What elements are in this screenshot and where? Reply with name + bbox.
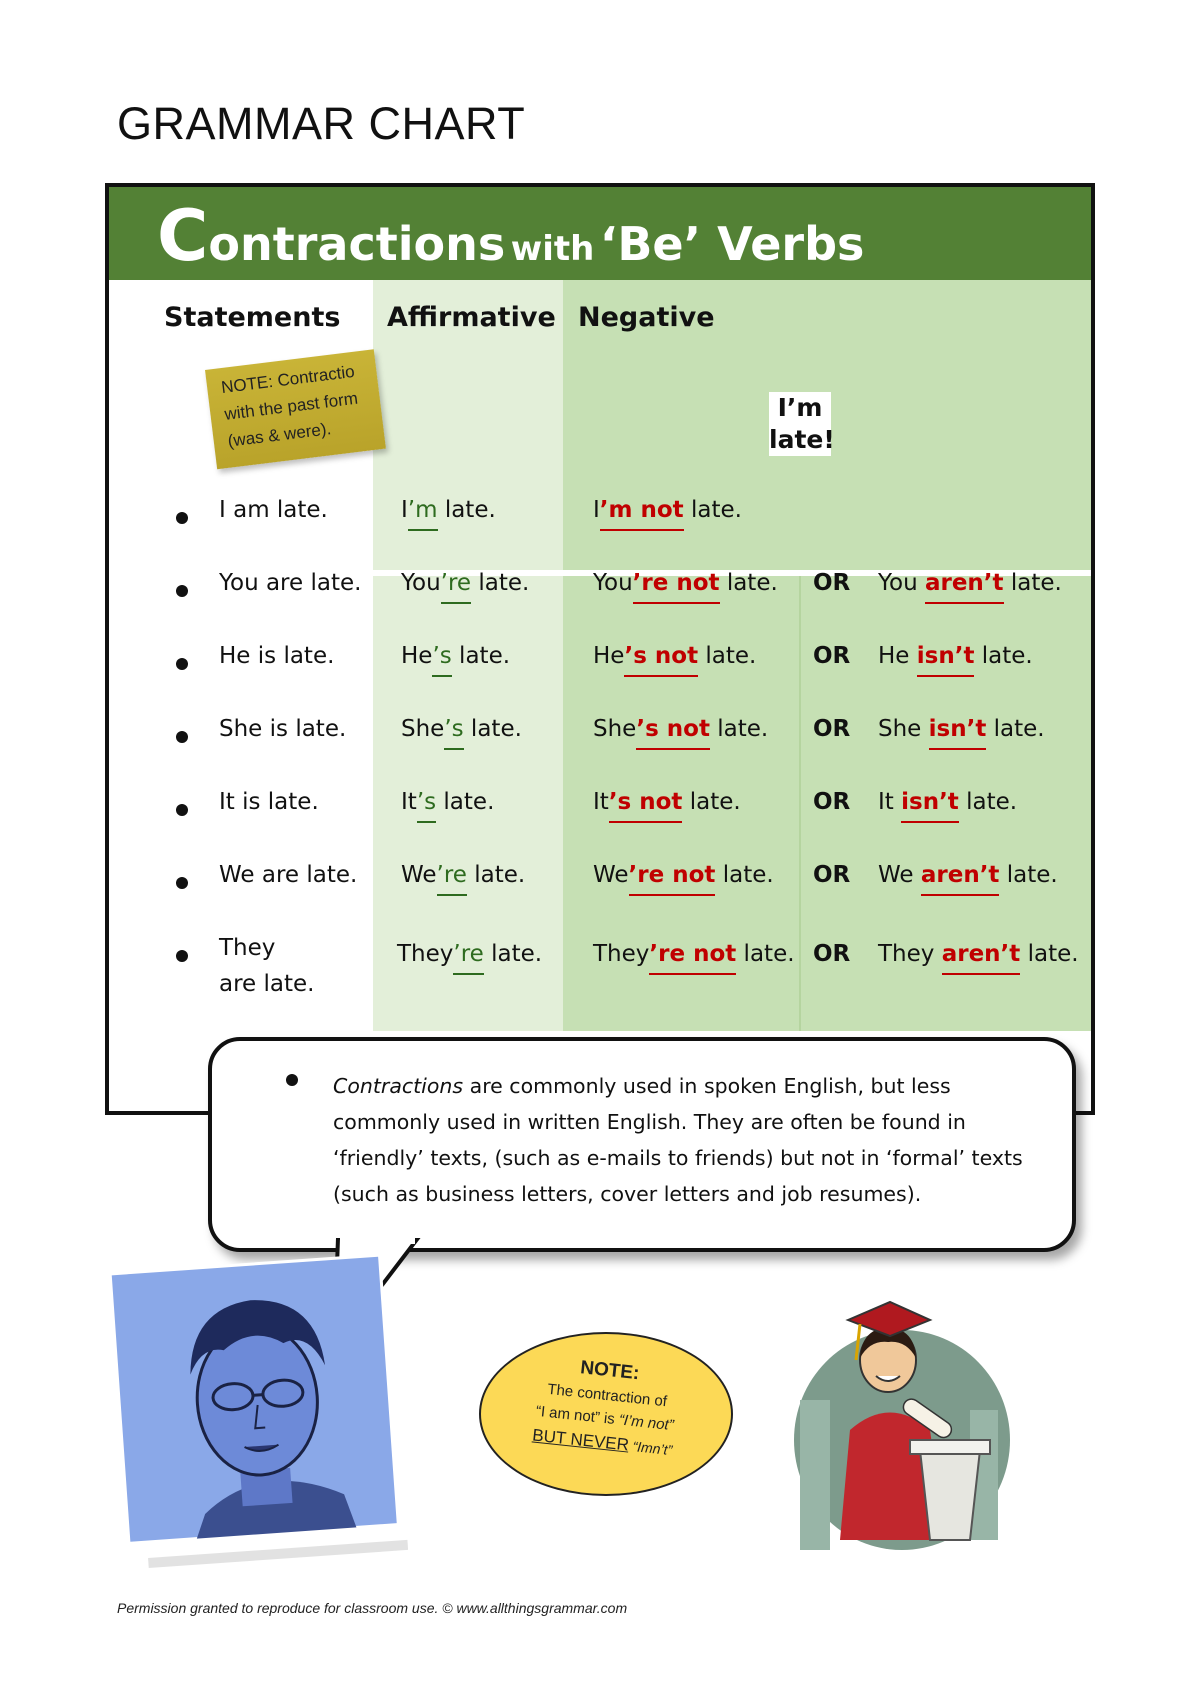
negative-base: He (593, 643, 625, 669)
negative-contraction: ’m not (599, 497, 684, 523)
row-bullet (176, 512, 188, 524)
bubble-body: are commonly used in spoken English, but less commonly used in written English. They are often be found in ‘friendly’ texts, (such as e-mails to friends) but not in ‘formal’ texts (such as business letters, cover letters and job resumes). (333, 1074, 1023, 1206)
negative-contraction: ’re not (649, 941, 737, 967)
row-bullet (176, 804, 188, 816)
negative-alt-contraction: isn’t (901, 789, 959, 815)
banner-title (157, 195, 864, 277)
contraction-underline (929, 748, 987, 750)
note-oval-title: NOTE: (579, 1357, 641, 1385)
negative-text (593, 716, 768, 742)
banner-be-verbs: ‘Be’ Verbs (599, 217, 865, 271)
affirmative-contraction: ’s (416, 789, 437, 815)
speech-label-line: I’m (777, 393, 823, 422)
banner-initial: C (157, 195, 209, 277)
affirmative-rest: late. (463, 716, 522, 742)
affirmative-text (401, 716, 522, 742)
row-bullet (176, 731, 188, 743)
contraction-underline (437, 894, 467, 896)
statement-text: She is late. (219, 716, 347, 742)
negative-alt-base: You (878, 570, 925, 596)
affirmative-rest: late. (437, 497, 496, 523)
statement-text: I am late. (219, 497, 328, 523)
column-divider (799, 576, 801, 1031)
affirmative-rest: late. (451, 643, 511, 669)
sticky-note-line: with the past form (223, 388, 359, 424)
negative-alt-base: He (878, 643, 917, 669)
contraction-underline (441, 602, 471, 604)
contraction-underline (408, 529, 438, 531)
header-affirmative: Affirmative (387, 302, 556, 333)
negative-alt-contraction: aren’t (924, 570, 1004, 596)
negative-rest: late. (715, 862, 774, 888)
statement-text: You are late. (219, 570, 362, 596)
negative-text (593, 862, 774, 888)
statement-text: It is late. (219, 789, 319, 815)
affirmative-rest: late. (436, 789, 495, 815)
sticky-note-line: NOTE: Contractio (220, 361, 356, 398)
affirmative-rest: late. (471, 570, 530, 596)
negative-alt-text (878, 643, 1033, 669)
affirmative-contraction: ’re (453, 941, 484, 967)
bubble-text (333, 1068, 1033, 1212)
sticky-note (205, 349, 386, 469)
negative-rest: late. (682, 789, 741, 815)
negative-rest: late. (683, 497, 742, 523)
contraction-underline (901, 821, 959, 823)
row-bullet (176, 658, 188, 670)
contraction-underline (917, 675, 975, 677)
negative-base: I (593, 497, 600, 523)
page-title: GRAMMAR CHART (117, 98, 526, 149)
contraction-underline (624, 675, 698, 677)
negative-contraction: ’s not (608, 789, 683, 815)
sticky-note-line: (was & were). (226, 419, 333, 451)
speech-label (769, 392, 835, 456)
negative-rest: late. (698, 643, 757, 669)
negative-alt-rest: late. (1020, 941, 1079, 967)
affirmative-base: It (401, 789, 417, 815)
negative-alt-base: We (878, 862, 921, 888)
or-label: OR (813, 941, 851, 967)
statement-text: He is late. (219, 643, 335, 669)
affirmative-base: He (401, 643, 433, 669)
contraction-underline (609, 821, 683, 823)
or-label: OR (813, 643, 851, 669)
note-oval-text: “I’m not” (618, 1411, 675, 1435)
negative-alt-contraction: isn’t (928, 716, 987, 742)
contraction-underline (600, 529, 684, 531)
header-statements: Statements (164, 302, 341, 333)
negative-alt-text (878, 570, 1062, 596)
contraction-underline (649, 973, 736, 975)
affirmative-base: They (397, 941, 454, 967)
affirmative-text (397, 941, 542, 967)
negative-base: They (593, 941, 650, 967)
negative-base: You (593, 570, 633, 596)
negative-alt-rest: late. (958, 789, 1018, 815)
banner-with: with (510, 229, 595, 269)
negative-alt-text (878, 789, 1017, 815)
affirmative-contraction: ’m (407, 497, 438, 523)
affirmative-base: You (401, 570, 441, 596)
affirmative-contraction: ’re (440, 570, 472, 596)
negative-text (593, 570, 778, 596)
negative-alt-rest: late. (974, 643, 1033, 669)
contraction-underline (417, 821, 436, 823)
affirmative-rest: late. (466, 862, 526, 888)
statement-text: We are late. (219, 862, 358, 888)
negative-alt-rest: late. (986, 716, 1045, 742)
contraction-underline (453, 973, 483, 975)
negative-contraction: ’re not (632, 570, 720, 596)
banner-word: ontractions (208, 217, 506, 271)
bubble-lead: Contractions (333, 1074, 464, 1098)
graduate-illustration (780, 1280, 1030, 1550)
contraction-underline (633, 602, 720, 604)
negative-alt-base: She (878, 716, 929, 742)
statement-text: They (219, 935, 276, 961)
affirmative-base: I (401, 497, 408, 523)
negative-alt-contraction: aren’t (941, 941, 1021, 967)
note-oval-text: BUT NEVER (531, 1425, 630, 1455)
negative-rest: late. (709, 716, 769, 742)
negative-text (593, 497, 742, 523)
row-bullet (176, 585, 188, 597)
negative-alt-text (878, 941, 1079, 967)
negative-alt-contraction: aren’t (920, 862, 1000, 888)
footer-permission: Permission granted to reproduce for classroom use. © www.allthingsgrammar.com (117, 1600, 628, 1616)
or-label: OR (813, 570, 851, 596)
negative-alt-rest: late. (1003, 570, 1062, 596)
negative-contraction: ’re not (628, 862, 716, 888)
negative-base: We (593, 862, 629, 888)
affirmative-text (401, 643, 510, 669)
affirmative-text (401, 497, 496, 523)
or-label: OR (813, 862, 851, 888)
contraction-underline (942, 973, 1021, 975)
row-bullet (176, 877, 188, 889)
header-negative: Negative (578, 302, 715, 333)
woman-illustration (108, 1250, 408, 1570)
contraction-underline (629, 894, 716, 896)
contraction-underline (444, 748, 463, 750)
negative-text (593, 789, 741, 815)
affirmative-rest: late. (483, 941, 543, 967)
affirmative-contraction: ’s (432, 643, 452, 669)
bubble-bullet (286, 1074, 298, 1086)
note-oval (479, 1332, 733, 1496)
affirmative-text (401, 789, 494, 815)
negative-rest: late. (719, 570, 778, 596)
negative-contraction: ’s not (636, 716, 710, 742)
negative-base: She (593, 716, 637, 742)
affirmative-text (401, 862, 525, 888)
affirmative-text (401, 570, 529, 596)
or-label: OR (813, 789, 851, 815)
negative-alt-text (878, 716, 1045, 742)
speech-label-line: late! (769, 425, 835, 454)
contraction-underline (921, 894, 1000, 896)
contraction-underline (636, 748, 710, 750)
negative-alt-contraction: isn’t (916, 643, 975, 669)
negative-alt-text (878, 862, 1058, 888)
contraction-underline (432, 675, 451, 677)
affirmative-contraction: ’re (436, 862, 467, 888)
note-oval-text: “Imn’t” (627, 1437, 673, 1459)
negative-base: It (593, 789, 609, 815)
note-oval-line: The contraction of (546, 1380, 668, 1411)
or-label: OR (813, 716, 851, 742)
negative-text (593, 643, 756, 669)
negative-rest: late. (736, 941, 795, 967)
negative-alt-rest: late. (999, 862, 1058, 888)
affirmative-contraction: ’s (444, 716, 464, 742)
contraction-underline (925, 602, 1004, 604)
negative-contraction: ’s not (624, 643, 699, 669)
note-oval-text: “I am not” is (535, 1402, 620, 1429)
negative-text (593, 941, 795, 967)
negative-alt-base: They (878, 941, 942, 967)
affirmative-base: She (401, 716, 445, 742)
statement-text: are late. (219, 971, 315, 997)
negative-alt-base: It (878, 789, 902, 815)
row-bullet (176, 950, 188, 962)
affirmative-base: We (401, 862, 437, 888)
